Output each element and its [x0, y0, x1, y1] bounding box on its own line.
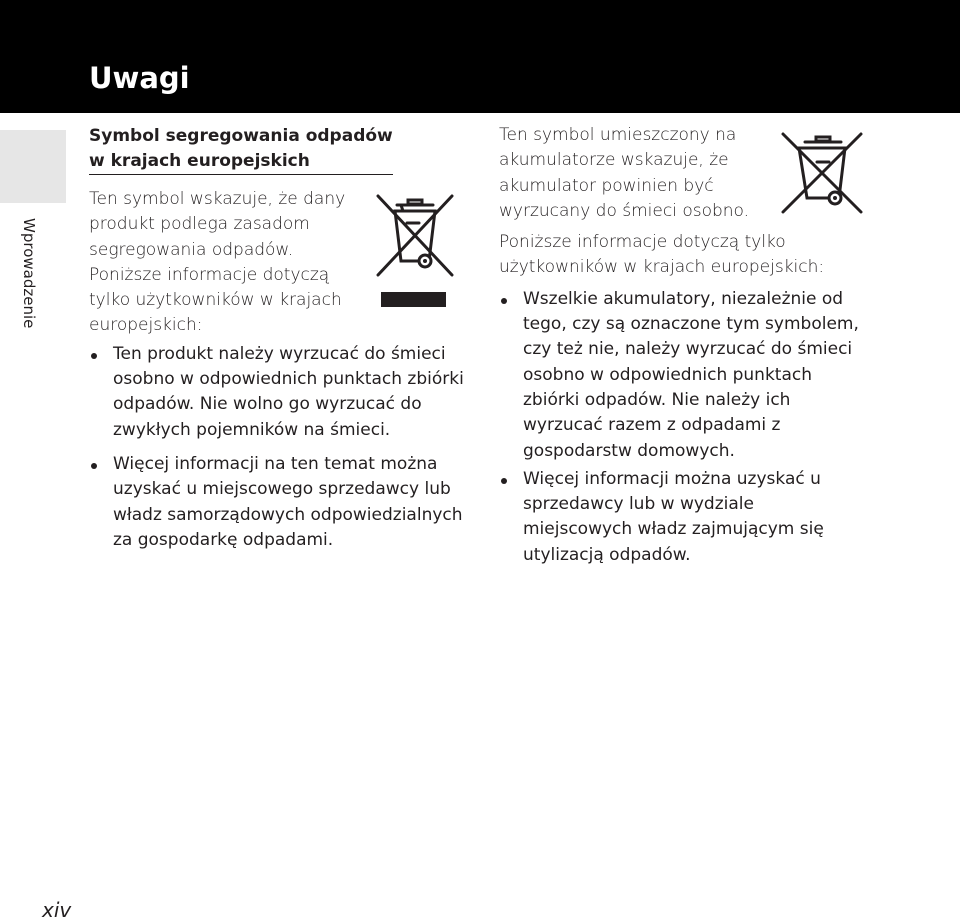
list-item-text: Więcej informacji na ten temat można uzyskać u miejscowego sprzedawcy lub władz samorządowych odpowiedzialnych za gospodarkę odpadami. [113, 453, 463, 550]
bullet-list [499, 287, 865, 568]
heading-line-1: Symbol segregowania odpadów [89, 126, 393, 146]
bullet-icon [501, 298, 507, 304]
battery-note-paragraph: Poniższe informacje dotyczą tylko użytkowników w krajach europejskich: [499, 232, 825, 278]
crossed-out-wheeled-bin-icon [375, 193, 455, 283]
intro-paragraph: Ten symbol wskazuje, że dany produkt podlega zasadom segregowania odpadów. Poniższe informacje dotyczą tylko użytkowników w krajach europejskich: [89, 189, 346, 336]
list-item [89, 452, 474, 553]
list-item-text: Ten produkt należy wyrzucać do śmieci osobno w odpowiednich punktach zbiórki odpadów. Nie wolno go wyrzucać do zwykłych pojemników na śmieci. [113, 343, 464, 440]
list-item [499, 287, 865, 464]
list-item [499, 467, 865, 568]
bullet-icon [501, 478, 507, 484]
page-title: Uwagi [89, 61, 190, 95]
bullet-icon [91, 463, 97, 469]
page-number: xiv [42, 898, 72, 922]
separate-collection-bar [381, 292, 446, 307]
list-item [89, 342, 474, 443]
bullet-icon [91, 353, 97, 359]
crossed-out-battery-bin-icon [779, 130, 865, 216]
list-item-text: Wszelkie akumulatory, niezależnie od tego, czy są oznaczone tym symbolem, czy też nie, należy wyrzucać do śmieci osobno w odpowiednich punktach zbiórki odpadów. Nie należy ich wyrzucać razem z odpadami z gospodarstw domowych. [523, 288, 859, 461]
battery-intro-paragraph: Ten symbol umieszczony na akumulatorze wskazuje, że akumulator powinien być wyrzucany do śmieci osobno. [499, 125, 750, 221]
side-tab-marker [0, 130, 66, 203]
heading-line-2: w krajach europejskich [89, 151, 310, 171]
section-heading [89, 124, 393, 175]
section-label: Wprowadzenie [20, 218, 38, 329]
bullet-list [89, 342, 474, 553]
left-column [89, 124, 474, 553]
list-item-text: Więcej informacji można uzyskać u sprzedawcy lub w wydziale miejscowych władz zajmującym się utylizacją odpadów. [523, 468, 824, 565]
